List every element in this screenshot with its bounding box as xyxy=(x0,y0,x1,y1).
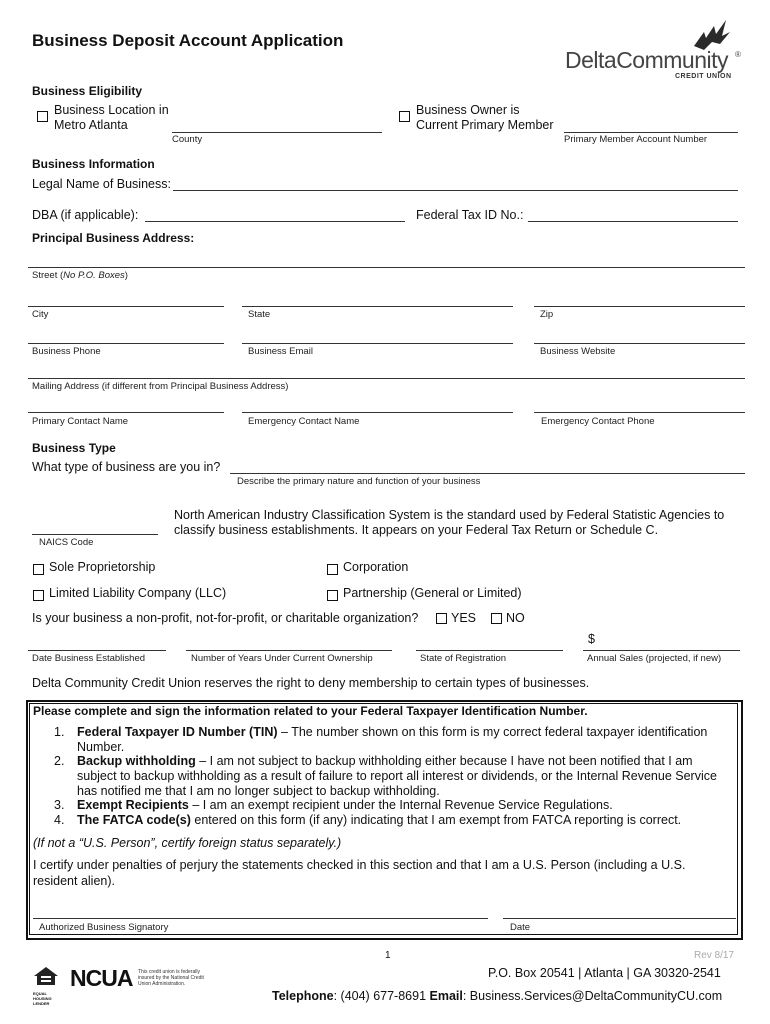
business-email-label: Business Email xyxy=(248,346,313,357)
signature-date-label: Date xyxy=(510,922,531,933)
signature-label: Authorized Business Signatory xyxy=(39,922,169,933)
certification-heading: Please complete and sign the information related to your Federal Taxpayer Identification Number. xyxy=(33,704,588,718)
naics-description-2: classify business establishments. It appears on your Federal Tax Return or Schedule C. xyxy=(174,523,659,537)
county-label: County xyxy=(172,134,203,145)
dollar-sign: $ xyxy=(588,632,595,646)
sole-proprietorship-label: Sole Proprietorship xyxy=(49,560,156,574)
state-label: State xyxy=(248,309,271,320)
eligibility-heading: Business Eligibility xyxy=(32,84,143,98)
delta-community-logo xyxy=(563,20,748,80)
business-email-field[interactable] xyxy=(242,343,513,344)
business-website-label: Business Website xyxy=(540,346,616,357)
legal-name-field[interactable] xyxy=(173,190,738,191)
corporation-checkbox[interactable] xyxy=(327,564,338,575)
state-field[interactable] xyxy=(242,306,513,307)
emergency-phone-label: Emergency Contact Phone xyxy=(541,416,655,427)
tax-id-label: Federal Tax ID No.: xyxy=(416,208,524,222)
mailing-address-field[interactable] xyxy=(28,378,745,379)
emergency-name-field[interactable] xyxy=(242,412,513,413)
nonprofit-question: Is your business a non-profit, not-for-profit, or charitable organization? xyxy=(32,611,419,625)
annual-sales-label: Annual Sales (projected, if new) xyxy=(587,653,722,664)
nonprofit-no-label: NO xyxy=(506,611,525,625)
cert-item-1: 1. Federal Taxpayer ID Number (TIN) – The number shown on this form is my correct federal taxpayer identification Number. xyxy=(54,725,708,754)
state-registration-field[interactable] xyxy=(416,650,563,651)
logo-text: DeltaCommunity xyxy=(565,47,728,73)
address-heading: Principal Business Address: xyxy=(32,231,195,245)
primary-member-label-2: Current Primary Member xyxy=(416,118,554,132)
revision: Rev 8/17 xyxy=(694,950,735,961)
member-account-field[interactable] xyxy=(564,132,738,133)
llc-label: Limited Liability Company (LLC) xyxy=(49,586,227,600)
business-description-field[interactable] xyxy=(230,473,745,474)
nonprofit-no-checkbox[interactable] xyxy=(491,613,502,624)
cert-item-3: 3. Exempt Recipients – I am an exempt recipient under the Internal Revenue Service Regulations. xyxy=(54,798,613,812)
certify-statement-2: resident alien). xyxy=(33,874,115,888)
signature-date-field[interactable] xyxy=(503,918,736,919)
years-ownership-label: Number of Years Under Current Ownership xyxy=(191,653,373,664)
zip-field[interactable] xyxy=(534,306,745,307)
house-icon xyxy=(33,966,59,986)
annual-sales-field[interactable] xyxy=(583,650,740,651)
logo-subtext: CREDIT UNION xyxy=(675,73,732,80)
dba-label: DBA (if applicable): xyxy=(32,208,139,222)
foreign-status-note: (If not a “U.S. Person”, certify foreign status separately.) xyxy=(33,836,342,850)
date-established-field[interactable] xyxy=(28,650,166,651)
street-field[interactable] xyxy=(28,267,745,268)
signature-field[interactable] xyxy=(33,918,488,919)
footer-contact: Telephone: (404) 677-8691 Email: Business.Services@DeltaCommunityCU.com xyxy=(272,989,723,1003)
partnership-label: Partnership (General or Limited) xyxy=(343,586,522,600)
sole-proprietorship-checkbox[interactable] xyxy=(33,564,44,575)
metro-atlanta-label-1: Business Location in xyxy=(54,103,169,117)
business-type-heading: Business Type xyxy=(32,441,116,455)
info-heading: Business Information xyxy=(32,157,155,171)
page-title: Business Deposit Account Application xyxy=(32,31,344,50)
business-phone-label: Business Phone xyxy=(32,346,101,357)
primary-contact-field[interactable] xyxy=(28,412,224,413)
nonprofit-yes-label: YES xyxy=(451,611,477,625)
dba-field[interactable] xyxy=(145,221,405,222)
partnership-checkbox[interactable] xyxy=(327,590,338,601)
naics-description-1: North American Industry Classification System is the standard used by Federal Statistic Agencies to xyxy=(174,508,725,522)
city-field[interactable] xyxy=(28,306,224,307)
county-field[interactable] xyxy=(172,132,382,133)
footer-address: P.O. Box 20541 | Atlanta | GA 30320-2541 xyxy=(488,966,721,980)
street-label: Street (No P.O. Boxes) xyxy=(32,270,128,281)
cert-item-2: 2. Backup withholding – I am not subject to backup withholding either because I have not been notified that I am subject to backup withholding as a result of failure to report all interest or dividends, or the Internal Revenue Service has notified me that I am no longer subject to backup withholding. xyxy=(54,754,717,798)
page-number: 1 xyxy=(385,950,391,961)
cert-item-4: 4. The FATCA code(s) entered on this form (if any) indicating that I am exempt from FATCA reporting is correct. xyxy=(54,813,682,827)
ncua-note: This credit union is federally insured by the National Credit Union Administration. xyxy=(138,969,204,987)
primary-contact-label: Primary Contact Name xyxy=(32,416,129,427)
business-type-question: What type of business are you in? xyxy=(32,460,221,474)
equal-housing-logo xyxy=(33,966,65,1006)
corporation-label: Corporation xyxy=(343,560,409,574)
date-established-label: Date Business Established xyxy=(32,653,146,664)
reserve-statement: Delta Community Credit Union reserves the right to deny membership to certain types of businesses. xyxy=(32,676,590,690)
business-website-field[interactable] xyxy=(534,343,745,344)
state-registration-label: State of Registration xyxy=(420,653,507,664)
metro-atlanta-label-2: Metro Atlanta xyxy=(54,118,128,132)
equal-housing-text: EQUAL HOUSING LENDER xyxy=(33,991,52,1006)
tax-id-field[interactable] xyxy=(528,221,738,222)
ncua-logo: NCUA xyxy=(70,965,133,991)
naics-code-label: NAICS Code xyxy=(39,537,94,548)
legal-name-label: Legal Name of Business: xyxy=(32,177,171,191)
member-account-label: Primary Member Account Number xyxy=(564,134,708,145)
primary-member-label-1: Business Owner is xyxy=(416,103,520,117)
city-label: City xyxy=(32,309,49,320)
metro-atlanta-checkbox[interactable] xyxy=(37,111,48,122)
business-description-label: Describe the primary nature and function of your business xyxy=(237,476,481,487)
emergency-phone-field[interactable] xyxy=(534,412,745,413)
years-ownership-field[interactable] xyxy=(186,650,392,651)
naics-code-field[interactable] xyxy=(32,534,158,535)
primary-member-checkbox[interactable] xyxy=(399,111,410,122)
business-phone-field[interactable] xyxy=(28,343,224,344)
nonprofit-yes-checkbox[interactable] xyxy=(436,613,447,624)
certify-statement-1: I certify under penalties of perjury the statements checked in this section and that I am a U.S. Person (including a U.S. xyxy=(33,858,686,872)
emergency-name-label: Emergency Contact Name xyxy=(248,416,360,427)
mailing-address-label: Mailing Address (if different from Principal Business Address) xyxy=(32,381,289,392)
logo-registered: ® xyxy=(735,50,741,59)
llc-checkbox[interactable] xyxy=(33,590,44,601)
zip-label: Zip xyxy=(540,309,554,320)
